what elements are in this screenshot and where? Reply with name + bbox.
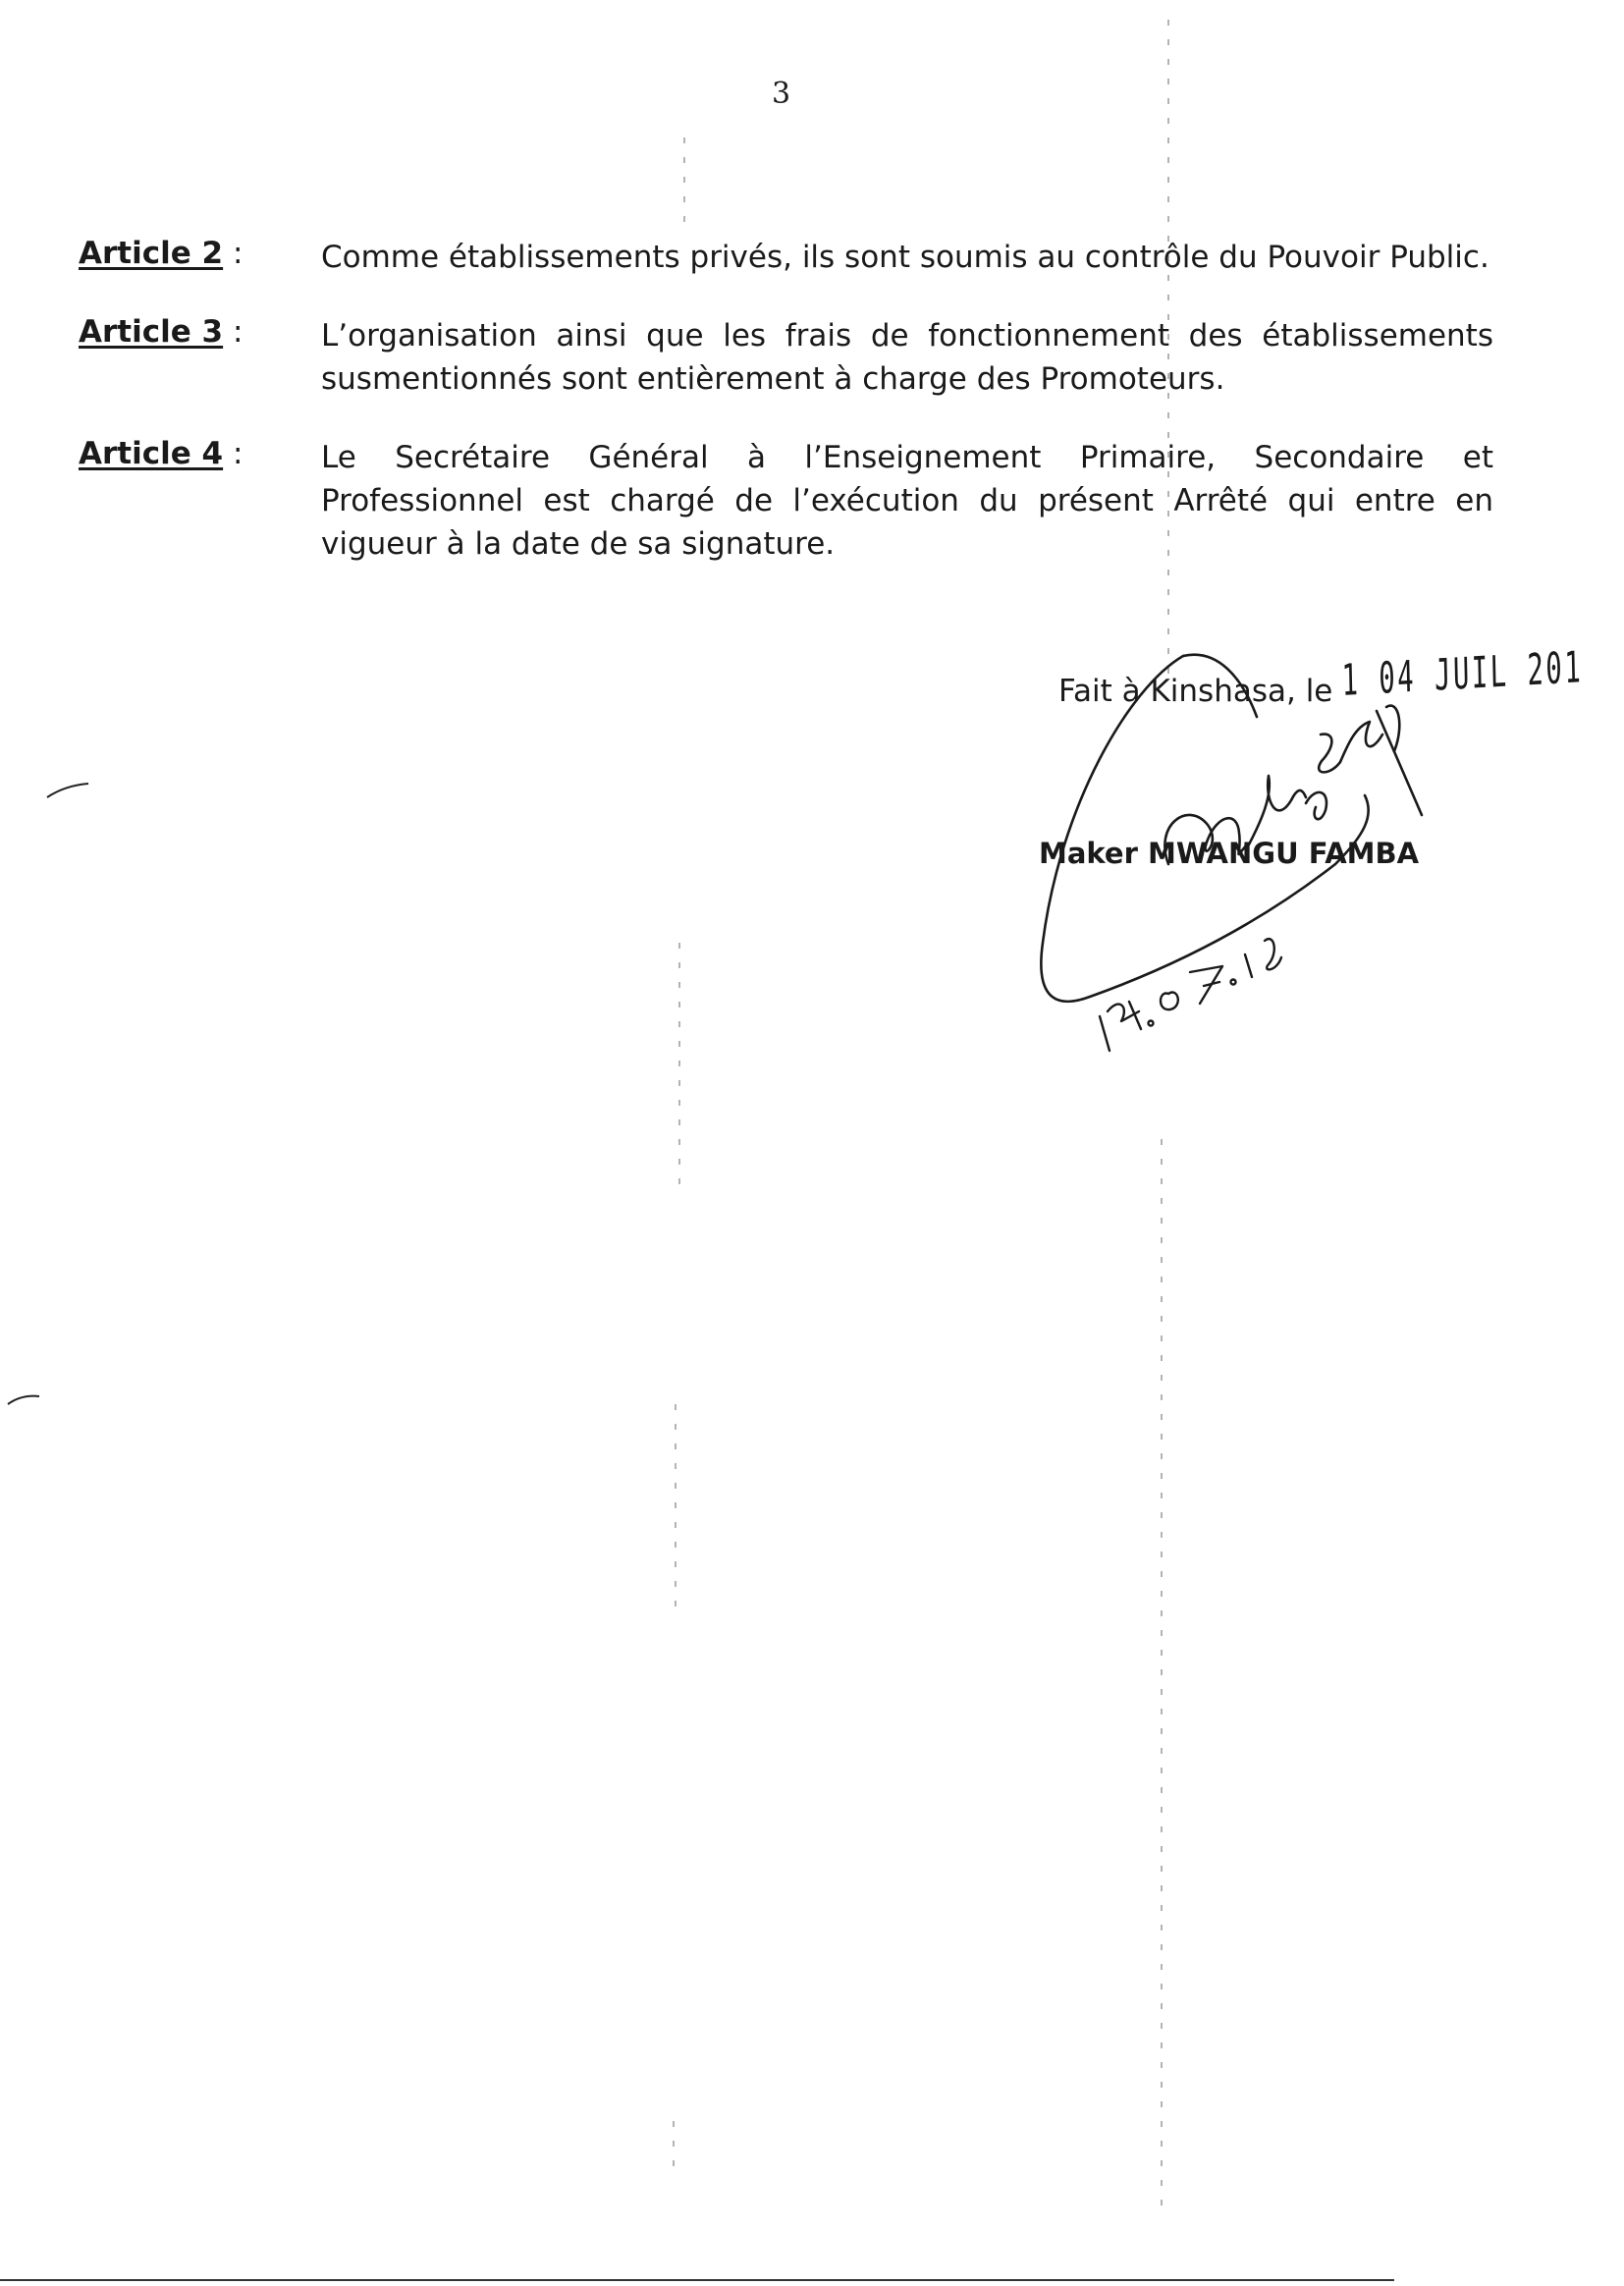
article-4-text: Le Secrétaire Général à l’Enseignement Primaire, Secondaire et Professionnel est chargé de l’exécution du présent Arrêté qui entre en vigueur à la date de sa signature. (321, 440, 1493, 562)
article-3-separator: : (223, 314, 244, 350)
article-3-label (79, 314, 243, 350)
article-3-text: L’organisation ainsi que les frais de fonctionnement des établissements susmentionnés sont entièrement à charge des Promoteurs. (321, 318, 1493, 397)
article-2-label (79, 236, 243, 271)
article-2-separator: : (223, 236, 244, 271)
place-and-date: Fait à Kinshasa, le (1058, 674, 1333, 709)
article-4-title: Article 4 (79, 436, 224, 471)
article-4-label (79, 436, 243, 471)
page-number: 3 (772, 77, 791, 111)
article-3-title: Article 3 (79, 314, 224, 350)
article-4-separator: : (223, 436, 244, 471)
date-stamp: 1 04 JUIL 201 (1341, 642, 1584, 706)
signatory-name: Maker MWANGU FAMBA (1039, 837, 1420, 870)
article-2-text: Comme établissements privés, ils sont soumis au contrôle du Pouvoir Public. (321, 240, 1489, 275)
article-2-title: Article 2 (79, 236, 224, 271)
